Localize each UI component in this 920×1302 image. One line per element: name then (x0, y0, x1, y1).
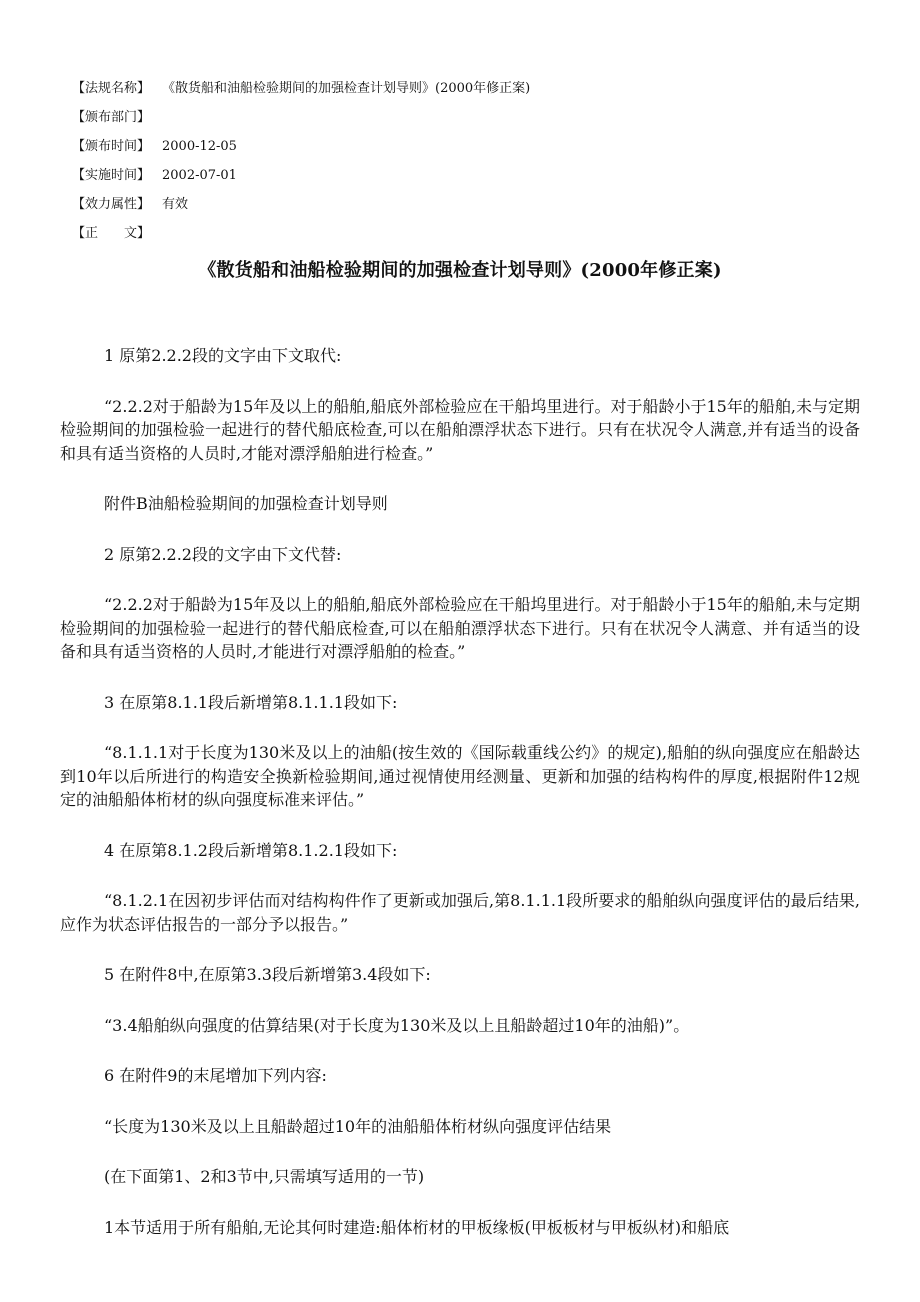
paragraph: “3.4船舶纵向强度的估算结果(对于长度为130米及以上且船龄超过10年的油船)”。 (104, 1015, 690, 1035)
paragraph: “8.1.1.1对于长度为130米及以上的油船(按生效的《国际载重线公约》的规定),船舶的纵向强度应在船龄达到10年以后所进行的构造安全换新检验期间,通过视情使用经测量、更新和加强的结构构件的厚度,根据附件12规定的油船船体桁材的纵向强度标准来评估。” (60, 743, 860, 809)
meta-label: 【实施时间】 (72, 168, 151, 183)
meta-label: 【正 文】 (72, 226, 151, 241)
paragraph: 附件B油船检验期间的加强检查计划导则 (104, 494, 388, 513)
paragraph: 3 在原第8.1.1段后新增第8.1.1.1段如下: (104, 692, 398, 712)
meta-value: 2002-07-01 (162, 168, 237, 183)
meta-value: 2000-12-05 (162, 139, 237, 154)
paragraph: 4 在原第8.1.2段后新增第8.1.2.1段如下: (104, 840, 398, 860)
meta-row-department (72, 109, 872, 138)
paragraph: “长度为130米及以上且船龄超过10年的油船船体桁材纵向强度评估结果 (104, 1116, 612, 1136)
meta-row-title (72, 80, 872, 109)
metadata-block (72, 80, 872, 254)
paragraph: “2.2.2对于船龄为15年及以上的船舶,船底外部检验应在干船坞里进行。对于船龄小于15年的船舶,未与定期检验期间的加强检验一起进行的替代船底检查,可以在船舶漂浮状态下进行。只有在状况令人满意、并有适当的设备和具有适当资格的人员时,才能进行对漂浮船舶的检查。” (60, 595, 860, 661)
document-title: 《散货船和油船检验期间的加强检查计划导则》(2000年修正案) (198, 260, 722, 281)
paragraph: 5 在附件8中,在原第3.3段后新增第3.4段如下: (104, 965, 431, 984)
meta-value: 《散货船和油船检验期间的加强检查计划导则》(2000年修正案) (162, 81, 531, 96)
paragraph: 1 原第2.2.2段的文字由下文取代: (104, 346, 342, 365)
meta-label: 【效力属性】 (72, 197, 151, 212)
document-body (60, 344, 860, 1266)
meta-label: 【法规名称】 (72, 81, 151, 96)
meta-label: 【颁布时间】 (72, 139, 151, 154)
meta-row-issue-date (72, 138, 872, 167)
paragraph: “8.1.2.1在因初步评估而对结构构件作了更新或加强后,第8.1.1.1段所要求的船舶纵向强度评估的最后结果,应作为状态评估报告的一部分予以报告。” (60, 891, 860, 934)
paragraph: 2 原第2.2.2段的文字由下文代替: (104, 544, 342, 564)
paragraph: 6 在附件9的末尾增加下列内容: (104, 1066, 327, 1085)
meta-value: 有效 (162, 197, 189, 212)
paragraph: “2.2.2对于船龄为15年及以上的船舶,船底外部检验应在干船坞里进行。对于船龄小于15年的船舶,未与定期检验期间的加强检验一起进行的替代船底检查,可以在船舶漂浮状态下进行。只有在状况令人满意,并有适当的设备和具有适当资格的人员时,才能对漂浮船舶进行检查。” (60, 396, 860, 463)
meta-row-validity (72, 196, 872, 225)
paragraph: (在下面第1、2和3节中,只需填写适用的一节) (104, 1167, 425, 1186)
meta-label: 【颁布部门】 (72, 110, 151, 125)
meta-row-effective-date (72, 167, 872, 196)
paragraph: 1本节适用于所有船舶,无论其何时建造:船体桁材的甲板缘板(甲板板材与甲板纵材)和船底 (104, 1217, 730, 1237)
meta-row-body (72, 225, 872, 254)
